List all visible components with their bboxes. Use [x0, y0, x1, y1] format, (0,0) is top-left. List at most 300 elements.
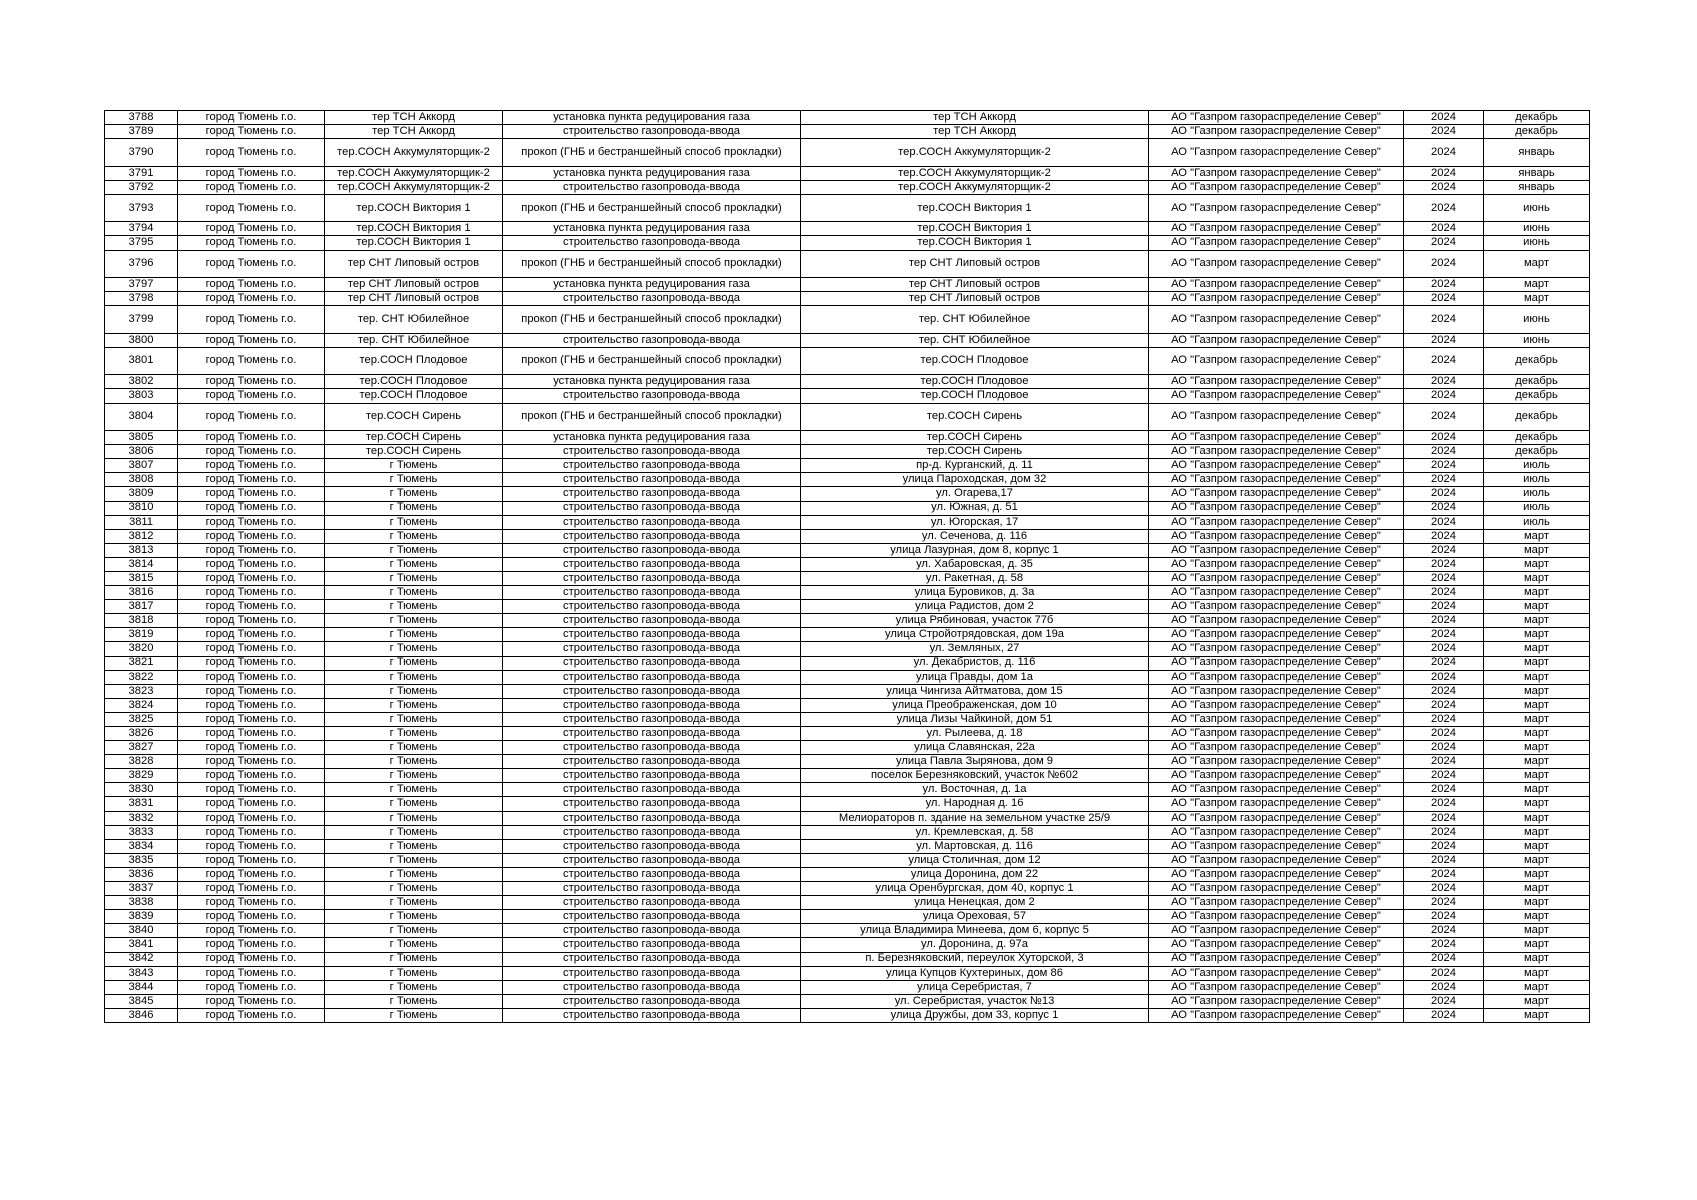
- work-type-cell: строительство газопровода-ввода: [503, 741, 801, 755]
- address-cell: тер.СОСН Сирень: [801, 431, 1149, 445]
- work-type-cell: строительство газопровода-ввода: [503, 755, 801, 769]
- settlement-cell: г Тюмень: [325, 783, 503, 797]
- municipality-cell: город Тюмень г.о.: [178, 250, 325, 278]
- municipality-cell: город Тюмень г.о.: [178, 853, 325, 867]
- work-type-cell: установка пункта редуцирования газа: [503, 278, 801, 292]
- municipality-cell: город Тюмень г.о.: [178, 501, 325, 515]
- row-number-cell: 3829: [105, 769, 178, 783]
- table-row: [105, 910, 1590, 924]
- month-cell: март: [1484, 586, 1590, 600]
- row-number-cell: 3790: [105, 139, 178, 167]
- row-number-cell: 3806: [105, 445, 178, 459]
- row-number-cell: 3823: [105, 684, 178, 698]
- table-row: [105, 727, 1590, 741]
- row-number-cell: 3812: [105, 529, 178, 543]
- address-cell: поселок Березняковский, участок №602: [801, 769, 1149, 783]
- organization-cell: АО "Газпром газораспределение Север": [1149, 333, 1404, 347]
- work-type-cell: строительство газопровода-ввода: [503, 712, 801, 726]
- row-number-cell: 3818: [105, 614, 178, 628]
- address-cell: Мелиораторов п. здание на земельном участке 25/9: [801, 811, 1149, 825]
- table-row: [105, 1008, 1590, 1022]
- month-cell: март: [1484, 571, 1590, 585]
- organization-cell: АО "Газпром газораспределение Север": [1149, 938, 1404, 952]
- year-cell: 2024: [1404, 403, 1484, 431]
- month-cell: март: [1484, 600, 1590, 614]
- municipality-cell: город Тюмень г.о.: [178, 375, 325, 389]
- table-row: [105, 642, 1590, 656]
- municipality-cell: город Тюмень г.о.: [178, 180, 325, 194]
- month-cell: март: [1484, 543, 1590, 557]
- year-cell: 2024: [1404, 628, 1484, 642]
- table-row: [105, 938, 1590, 952]
- settlement-cell: г Тюмень: [325, 670, 503, 684]
- year-cell: 2024: [1404, 250, 1484, 278]
- settlement-cell: г Тюмень: [325, 529, 503, 543]
- table-row: [105, 180, 1590, 194]
- settlement-cell: тер.СОСН Сирень: [325, 431, 503, 445]
- work-type-cell: строительство газопровода-ввода: [503, 557, 801, 571]
- year-cell: 2024: [1404, 698, 1484, 712]
- year-cell: 2024: [1404, 375, 1484, 389]
- address-cell: ул. Южная, д. 51: [801, 501, 1149, 515]
- municipality-cell: город Тюмень г.о.: [178, 292, 325, 306]
- work-type-cell: строительство газопровода-ввода: [503, 614, 801, 628]
- work-type-cell: строительство газопровода-ввода: [503, 966, 801, 980]
- address-cell: тер.СОСН Плодовое: [801, 375, 1149, 389]
- organization-cell: АО "Газпром газораспределение Север": [1149, 445, 1404, 459]
- month-cell: март: [1484, 938, 1590, 952]
- settlement-cell: г Тюмень: [325, 614, 503, 628]
- address-cell: улица Преображенская, дом 10: [801, 698, 1149, 712]
- settlement-cell: г Тюмень: [325, 966, 503, 980]
- table-row: [105, 628, 1590, 642]
- address-cell: улица Чингиза Айтматова, дом 15: [801, 684, 1149, 698]
- row-number-cell: 3821: [105, 656, 178, 670]
- address-cell: ул. Серебристая, участок №13: [801, 994, 1149, 1008]
- year-cell: 2024: [1404, 222, 1484, 236]
- table-row: [105, 924, 1590, 938]
- row-number-cell: 3836: [105, 867, 178, 881]
- row-number-cell: 3830: [105, 783, 178, 797]
- month-cell: март: [1484, 910, 1590, 924]
- table-row: [105, 839, 1590, 853]
- settlement-cell: г Тюмень: [325, 797, 503, 811]
- work-type-cell: строительство газопровода-ввода: [503, 642, 801, 656]
- row-number-cell: 3795: [105, 236, 178, 250]
- municipality-cell: город Тюмень г.о.: [178, 445, 325, 459]
- month-cell: декабрь: [1484, 445, 1590, 459]
- organization-cell: АО "Газпром газораспределение Север": [1149, 557, 1404, 571]
- row-number-cell: 3832: [105, 811, 178, 825]
- organization-cell: АО "Газпром газораспределение Север": [1149, 614, 1404, 628]
- month-cell: март: [1484, 1008, 1590, 1022]
- work-type-cell: строительство газопровода-ввода: [503, 783, 801, 797]
- address-cell: тер. СНТ Юбилейное: [801, 306, 1149, 334]
- work-type-cell: строительство газопровода-ввода: [503, 896, 801, 910]
- month-cell: март: [1484, 727, 1590, 741]
- municipality-cell: город Тюмень г.о.: [178, 194, 325, 222]
- work-type-cell: строительство газопровода-ввода: [503, 994, 801, 1008]
- table-row: [105, 529, 1590, 543]
- address-cell: улица Ореховая, 57: [801, 910, 1149, 924]
- address-cell: тер СНТ Липовый остров: [801, 278, 1149, 292]
- municipality-cell: город Тюмень г.о.: [178, 222, 325, 236]
- year-cell: 2024: [1404, 543, 1484, 557]
- address-cell: п. Березняковский, переулок Хуторской, 3: [801, 952, 1149, 966]
- row-number-cell: 3841: [105, 938, 178, 952]
- organization-cell: АО "Газпром газораспределение Север": [1149, 180, 1404, 194]
- municipality-cell: город Тюмень г.о.: [178, 278, 325, 292]
- settlement-cell: г Тюмень: [325, 769, 503, 783]
- municipality-cell: город Тюмень г.о.: [178, 571, 325, 585]
- row-number-cell: 3843: [105, 966, 178, 980]
- work-type-cell: установка пункта редуцирования газа: [503, 431, 801, 445]
- address-cell: ул. Огарева,17: [801, 487, 1149, 501]
- work-type-cell: строительство газопровода-ввода: [503, 684, 801, 698]
- settlement-cell: г Тюмень: [325, 473, 503, 487]
- work-type-cell: строительство газопровода-ввода: [503, 515, 801, 529]
- municipality-cell: город Тюмень г.о.: [178, 614, 325, 628]
- table-row: [105, 811, 1590, 825]
- organization-cell: АО "Газпром газораспределение Север": [1149, 896, 1404, 910]
- address-cell: ул. Народная д. 16: [801, 797, 1149, 811]
- year-cell: 2024: [1404, 853, 1484, 867]
- municipality-cell: город Тюмень г.о.: [178, 1008, 325, 1022]
- row-number-cell: 3834: [105, 839, 178, 853]
- municipality-cell: город Тюмень г.о.: [178, 166, 325, 180]
- row-number-cell: 3788: [105, 111, 178, 125]
- table-row: [105, 614, 1590, 628]
- table-row: [105, 853, 1590, 867]
- row-number-cell: 3846: [105, 1008, 178, 1022]
- settlement-cell: тер.СОСН Плодовое: [325, 389, 503, 403]
- address-cell: тер СНТ Липовый остров: [801, 292, 1149, 306]
- settlement-cell: г Тюмень: [325, 853, 503, 867]
- organization-cell: АО "Газпром газораспределение Север": [1149, 600, 1404, 614]
- year-cell: 2024: [1404, 839, 1484, 853]
- address-cell: пр-д. Курганский, д. 11: [801, 459, 1149, 473]
- municipality-cell: город Тюмень г.о.: [178, 459, 325, 473]
- organization-cell: АО "Газпром газораспределение Север": [1149, 797, 1404, 811]
- month-cell: март: [1484, 278, 1590, 292]
- address-cell: улица Лизы Чайкиной, дом 51: [801, 712, 1149, 726]
- work-type-cell: строительство газопровода-ввода: [503, 389, 801, 403]
- month-cell: январь: [1484, 139, 1590, 167]
- organization-cell: АО "Газпром газораспределение Север": [1149, 642, 1404, 656]
- organization-cell: АО "Газпром газораспределение Север": [1149, 347, 1404, 375]
- year-cell: 2024: [1404, 924, 1484, 938]
- organization-cell: АО "Газпром газораспределение Север": [1149, 571, 1404, 585]
- address-cell: тер ТСН Аккорд: [801, 111, 1149, 125]
- municipality-cell: город Тюмень г.о.: [178, 924, 325, 938]
- year-cell: 2024: [1404, 642, 1484, 656]
- month-cell: март: [1484, 867, 1590, 881]
- work-type-cell: строительство газопровода-ввода: [503, 501, 801, 515]
- municipality-cell: город Тюмень г.о.: [178, 628, 325, 642]
- table-row: [105, 431, 1590, 445]
- settlement-cell: г Тюмень: [325, 952, 503, 966]
- table-row: [105, 347, 1590, 375]
- settlement-cell: г Тюмень: [325, 487, 503, 501]
- address-cell: улица Буровиков, д. 3а: [801, 586, 1149, 600]
- year-cell: 2024: [1404, 194, 1484, 222]
- work-type-cell: строительство газопровода-ввода: [503, 867, 801, 881]
- row-number-cell: 3837: [105, 882, 178, 896]
- organization-cell: АО "Газпром газораспределение Север": [1149, 825, 1404, 839]
- settlement-cell: г Тюмень: [325, 628, 503, 642]
- work-type-cell: строительство газопровода-ввода: [503, 180, 801, 194]
- month-cell: март: [1484, 896, 1590, 910]
- municipality-cell: город Тюмень г.о.: [178, 125, 325, 139]
- month-cell: март: [1484, 924, 1590, 938]
- work-type-cell: строительство газопровода-ввода: [503, 628, 801, 642]
- settlement-cell: г Тюмень: [325, 825, 503, 839]
- month-cell: декабрь: [1484, 403, 1590, 431]
- settlement-cell: тер.СОСН Аккумуляторщик-2: [325, 180, 503, 194]
- table-row: [105, 684, 1590, 698]
- work-type-cell: строительство газопровода-ввода: [503, 445, 801, 459]
- table-row: [105, 111, 1590, 125]
- work-type-cell: строительство газопровода-ввода: [503, 769, 801, 783]
- row-number-cell: 3797: [105, 278, 178, 292]
- row-number-cell: 3814: [105, 557, 178, 571]
- year-cell: 2024: [1404, 166, 1484, 180]
- organization-cell: АО "Газпром газораспределение Север": [1149, 811, 1404, 825]
- work-type-cell: строительство газопровода-ввода: [503, 853, 801, 867]
- table-row: [105, 515, 1590, 529]
- organization-cell: АО "Газпром газораспределение Север": [1149, 250, 1404, 278]
- row-number-cell: 3791: [105, 166, 178, 180]
- address-cell: улица Павла Зырянова, дом 9: [801, 755, 1149, 769]
- settlement-cell: г Тюмень: [325, 459, 503, 473]
- address-cell: тер.СОСН Виктория 1: [801, 222, 1149, 236]
- month-cell: июль: [1484, 487, 1590, 501]
- year-cell: 2024: [1404, 571, 1484, 585]
- settlement-cell: тер.СОСН Плодовое: [325, 375, 503, 389]
- settlement-cell: тер. СНТ Юбилейное: [325, 333, 503, 347]
- address-cell: тер.СОСН Аккумуляторщик-2: [801, 166, 1149, 180]
- address-cell: тер.СОСН Плодовое: [801, 389, 1149, 403]
- work-type-cell: строительство газопровода-ввода: [503, 459, 801, 473]
- settlement-cell: г Тюмень: [325, 867, 503, 881]
- address-cell: улица Лазурная, дом 8, корпус 1: [801, 543, 1149, 557]
- address-cell: тер ТСН Аккорд: [801, 125, 1149, 139]
- organization-cell: АО "Газпром газораспределение Север": [1149, 389, 1404, 403]
- work-type-cell: прокоп (ГНБ и бестраншейный способ прокладки): [503, 403, 801, 431]
- organization-cell: АО "Газпром газораспределение Север": [1149, 656, 1404, 670]
- work-type-cell: строительство газопровода-ввода: [503, 571, 801, 585]
- organization-cell: АО "Газпром газораспределение Север": [1149, 839, 1404, 853]
- month-cell: март: [1484, 811, 1590, 825]
- work-type-cell: строительство газопровода-ввода: [503, 727, 801, 741]
- year-cell: 2024: [1404, 727, 1484, 741]
- address-cell: улица Ненецкая, дом 2: [801, 896, 1149, 910]
- month-cell: июль: [1484, 515, 1590, 529]
- municipality-cell: город Тюмень г.о.: [178, 306, 325, 334]
- work-type-cell: установка пункта редуцирования газа: [503, 166, 801, 180]
- municipality-cell: город Тюмень г.о.: [178, 403, 325, 431]
- settlement-cell: г Тюмень: [325, 839, 503, 853]
- settlement-cell: тер СНТ Липовый остров: [325, 278, 503, 292]
- table-row: [105, 459, 1590, 473]
- settlement-cell: тер.СОСН Аккумуляторщик-2: [325, 166, 503, 180]
- row-number-cell: 3794: [105, 222, 178, 236]
- organization-cell: АО "Газпром газораспределение Север": [1149, 924, 1404, 938]
- settlement-cell: г Тюмень: [325, 656, 503, 670]
- month-cell: март: [1484, 712, 1590, 726]
- organization-cell: АО "Газпром газораспределение Север": [1149, 501, 1404, 515]
- month-cell: декабрь: [1484, 375, 1590, 389]
- month-cell: март: [1484, 292, 1590, 306]
- settlement-cell: г Тюмень: [325, 1008, 503, 1022]
- organization-cell: АО "Газпром газораспределение Север": [1149, 515, 1404, 529]
- month-cell: март: [1484, 783, 1590, 797]
- organization-cell: АО "Газпром газораспределение Север": [1149, 769, 1404, 783]
- organization-cell: АО "Газпром газораспределение Север": [1149, 952, 1404, 966]
- year-cell: 2024: [1404, 741, 1484, 755]
- organization-cell: АО "Газпром газораспределение Север": [1149, 741, 1404, 755]
- settlement-cell: тер ТСН Аккорд: [325, 125, 503, 139]
- municipality-cell: город Тюмень г.о.: [178, 529, 325, 543]
- row-number-cell: 3799: [105, 306, 178, 334]
- table-row: [105, 557, 1590, 571]
- address-cell: улица Столичная, дом 12: [801, 853, 1149, 867]
- organization-cell: АО "Газпром газораспределение Север": [1149, 236, 1404, 250]
- month-cell: март: [1484, 614, 1590, 628]
- table-row: [105, 980, 1590, 994]
- settlement-cell: тер.СОСН Плодовое: [325, 347, 503, 375]
- address-cell: улица Оренбургская, дом 40, корпус 1: [801, 882, 1149, 896]
- address-cell: улица Серебристая, 7: [801, 980, 1149, 994]
- organization-cell: АО "Газпром газораспределение Север": [1149, 980, 1404, 994]
- work-type-cell: прокоп (ГНБ и бестраншейный способ прокладки): [503, 139, 801, 167]
- month-cell: март: [1484, 839, 1590, 853]
- year-cell: 2024: [1404, 614, 1484, 628]
- month-cell: декабрь: [1484, 111, 1590, 125]
- month-cell: январь: [1484, 180, 1590, 194]
- year-cell: 2024: [1404, 111, 1484, 125]
- row-number-cell: 3807: [105, 459, 178, 473]
- month-cell: март: [1484, 557, 1590, 571]
- organization-cell: АО "Газпром газораспределение Север": [1149, 431, 1404, 445]
- table-row: [105, 882, 1590, 896]
- row-number-cell: 3839: [105, 910, 178, 924]
- month-cell: март: [1484, 741, 1590, 755]
- work-type-cell: прокоп (ГНБ и бестраншейный способ прокладки): [503, 347, 801, 375]
- month-cell: март: [1484, 642, 1590, 656]
- table-row: [105, 487, 1590, 501]
- settlement-cell: г Тюмень: [325, 571, 503, 585]
- municipality-cell: город Тюмень г.о.: [178, 236, 325, 250]
- table-row: [105, 445, 1590, 459]
- year-cell: 2024: [1404, 712, 1484, 726]
- organization-cell: АО "Газпром газораспределение Север": [1149, 306, 1404, 334]
- row-number-cell: 3815: [105, 571, 178, 585]
- table-row: [105, 755, 1590, 769]
- settlement-cell: г Тюмень: [325, 684, 503, 698]
- settlement-cell: г Тюмень: [325, 980, 503, 994]
- year-cell: 2024: [1404, 389, 1484, 403]
- table-row: [105, 501, 1590, 515]
- year-cell: 2024: [1404, 347, 1484, 375]
- organization-cell: АО "Газпром газораспределение Север": [1149, 586, 1404, 600]
- year-cell: 2024: [1404, 896, 1484, 910]
- municipality-cell: город Тюмень г.о.: [178, 839, 325, 853]
- work-type-cell: прокоп (ГНБ и бестраншейный способ прокладки): [503, 250, 801, 278]
- year-cell: 2024: [1404, 600, 1484, 614]
- row-number-cell: 3796: [105, 250, 178, 278]
- address-cell: ул. Доронина, д. 97а: [801, 938, 1149, 952]
- organization-cell: АО "Газпром газораспределение Север": [1149, 487, 1404, 501]
- month-cell: март: [1484, 684, 1590, 698]
- organization-cell: АО "Газпром газораспределение Север": [1149, 543, 1404, 557]
- work-type-cell: строительство газопровода-ввода: [503, 333, 801, 347]
- address-cell: ул. Восточная, д. 1а: [801, 783, 1149, 797]
- settlement-cell: г Тюмень: [325, 515, 503, 529]
- address-cell: ул. Декабристов, д. 116: [801, 656, 1149, 670]
- municipality-cell: город Тюмень г.о.: [178, 698, 325, 712]
- organization-cell: АО "Газпром газораспределение Север": [1149, 882, 1404, 896]
- address-cell: улица Радистов, дом 2: [801, 600, 1149, 614]
- work-type-cell: строительство газопровода-ввода: [503, 910, 801, 924]
- municipality-cell: город Тюмень г.о.: [178, 111, 325, 125]
- table-row: [105, 825, 1590, 839]
- address-cell: тер.СОСН Аккумуляторщик-2: [801, 180, 1149, 194]
- row-number-cell: 3835: [105, 853, 178, 867]
- row-number-cell: 3804: [105, 403, 178, 431]
- organization-cell: АО "Газпром газораспределение Север": [1149, 403, 1404, 431]
- year-cell: 2024: [1404, 180, 1484, 194]
- settlement-cell: г Тюмень: [325, 712, 503, 726]
- work-type-cell: строительство газопровода-ввода: [503, 882, 801, 896]
- settlement-cell: г Тюмень: [325, 741, 503, 755]
- organization-cell: АО "Газпром газораспределение Север": [1149, 194, 1404, 222]
- year-cell: 2024: [1404, 882, 1484, 896]
- organization-cell: АО "Газпром газораспределение Север": [1149, 698, 1404, 712]
- work-type-cell: строительство газопровода-ввода: [503, 473, 801, 487]
- row-number-cell: 3827: [105, 741, 178, 755]
- organization-cell: АО "Газпром газораспределение Север": [1149, 222, 1404, 236]
- address-cell: улица Купцов Кухтериных, дом 86: [801, 966, 1149, 980]
- address-cell: тер СНТ Липовый остров: [801, 250, 1149, 278]
- municipality-cell: город Тюмень г.о.: [178, 139, 325, 167]
- municipality-cell: город Тюмень г.о.: [178, 557, 325, 571]
- work-type-cell: прокоп (ГНБ и бестраншейный способ прокладки): [503, 306, 801, 334]
- address-cell: ул. Югорская, 17: [801, 515, 1149, 529]
- month-cell: июнь: [1484, 222, 1590, 236]
- row-number-cell: 3826: [105, 727, 178, 741]
- organization-cell: АО "Газпром газораспределение Север": [1149, 628, 1404, 642]
- address-cell: тер.СОСН Виктория 1: [801, 194, 1149, 222]
- month-cell: март: [1484, 769, 1590, 783]
- address-cell: ул. Сеченова, д. 116: [801, 529, 1149, 543]
- month-cell: июль: [1484, 501, 1590, 515]
- municipality-cell: город Тюмень г.о.: [178, 543, 325, 557]
- municipality-cell: город Тюмень г.о.: [178, 882, 325, 896]
- settlement-cell: г Тюмень: [325, 501, 503, 515]
- address-cell: улица Стройотрядовская, дом 19а: [801, 628, 1149, 642]
- year-cell: 2024: [1404, 431, 1484, 445]
- month-cell: июнь: [1484, 194, 1590, 222]
- address-cell: улица Дружбы, дом 33, корпус 1: [801, 1008, 1149, 1022]
- work-type-cell: строительство газопровода-ввода: [503, 487, 801, 501]
- organization-cell: АО "Газпром газораспределение Север": [1149, 755, 1404, 769]
- organization-cell: АО "Газпром газораспределение Север": [1149, 994, 1404, 1008]
- work-type-cell: строительство газопровода-ввода: [503, 656, 801, 670]
- table-row: [105, 292, 1590, 306]
- settlement-cell: г Тюмень: [325, 994, 503, 1008]
- month-cell: март: [1484, 755, 1590, 769]
